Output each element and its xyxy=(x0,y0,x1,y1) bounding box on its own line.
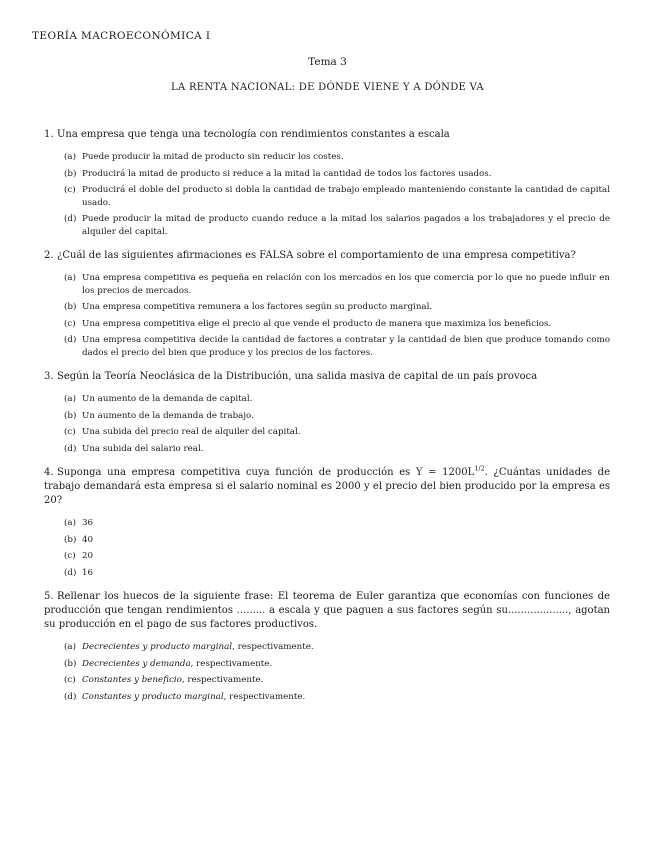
question-stem xyxy=(44,466,610,508)
question-text: ¿Cuál de las siguientes afirmaciones es FALSA sobre el comportamiento de una empresa competitiva? xyxy=(57,250,576,261)
option-b xyxy=(64,658,610,671)
option-emphasis: Constantes y beneficio xyxy=(82,675,182,685)
question-3 xyxy=(44,370,610,455)
course-title: TEORÍA MACROECONÓMICA I xyxy=(32,30,211,42)
option-text: Un aumento de la demanda de trabajo. xyxy=(82,410,254,421)
option-text: 36 xyxy=(82,518,94,528)
question-list xyxy=(44,128,610,714)
option-c xyxy=(64,550,610,563)
tema-heading: Tema 3 xyxy=(308,56,347,68)
option-label: (a) xyxy=(64,273,76,283)
option-label: (a) xyxy=(64,518,76,528)
question-text-before: Suponga una empresa competitiva cuya función de producción es Y = 1200L xyxy=(57,467,475,478)
option-text: Puede producir la mitad de producto sin reducir los costes. xyxy=(82,152,344,162)
exponent: 1/2 xyxy=(474,464,485,473)
option-text: Puede producir la mitad de producto cuando reduce a la mitad los salarios pagados a los trabajadores y el precio de alquiler del capital. xyxy=(82,214,610,237)
option-label: (c) xyxy=(64,551,76,561)
option-a xyxy=(64,393,610,406)
option-text: Un aumento de la demanda de capital. xyxy=(82,394,253,404)
option-a xyxy=(64,517,610,530)
option-emphasis: Constantes y producto marginal xyxy=(82,691,224,702)
option-label: (d) xyxy=(64,335,77,345)
question-stem xyxy=(44,590,610,632)
option-d xyxy=(64,443,610,456)
question-text: Rellenar los huecos de la siguiente frase: El teorema de Euler garantiza que economías con funciones de producción que tengan rendimientos ......... a escala y que paguen a sus factores según su..................., agotan su producción en el pago de sus factores productivos. xyxy=(44,591,610,630)
option-list xyxy=(44,517,610,579)
option-label: (b) xyxy=(64,302,77,312)
question-stem xyxy=(44,370,610,384)
question-5 xyxy=(44,590,610,703)
option-c xyxy=(64,426,610,439)
option-text: Una subida del salario real. xyxy=(82,443,204,454)
option-label: (b) xyxy=(64,410,77,421)
question-text: Según la Teoría Neoclásica de la Distribución, una salida masiva de capital de un país provoca xyxy=(57,371,538,382)
option-label: (d) xyxy=(64,567,77,578)
option-text: Una empresa competitiva es pequeña en relación con los mercados en los que comercia por lo que no puede influir en los precios de mercados. xyxy=(82,273,610,296)
option-text: , respectivamente. xyxy=(181,675,264,685)
question-stem xyxy=(44,249,610,263)
option-c xyxy=(64,318,610,331)
option-text: Producirá la mitad de producto si reduce a la mitad la cantidad de todos los factores usados. xyxy=(82,168,492,179)
option-c xyxy=(64,184,610,209)
option-label: (a) xyxy=(64,152,76,162)
option-b xyxy=(64,168,610,181)
option-d xyxy=(64,567,610,580)
option-text: 16 xyxy=(82,567,94,578)
option-label: (b) xyxy=(64,168,77,179)
option-label: (c) xyxy=(64,185,76,195)
question-1 xyxy=(44,128,610,238)
option-text: 20 xyxy=(82,551,94,561)
option-text: Una empresa competitiva remunera a los factores según su producto marginal. xyxy=(82,302,433,312)
option-label: (d) xyxy=(64,443,77,454)
option-b xyxy=(64,410,610,423)
option-text: Una empresa competitiva decide la cantidad de factores a contratar y la cantidad de bien que produce tomando como dados el precio del bien que produce y los precios de los factores. xyxy=(82,335,610,358)
question-text: Una empresa que tenga una tecnología con rendimientos constantes a escala xyxy=(57,129,450,140)
option-label: (a) xyxy=(64,642,76,652)
question-number: 2. xyxy=(44,250,54,261)
option-label: (c) xyxy=(64,318,76,329)
option-b xyxy=(64,301,610,314)
option-list xyxy=(44,641,610,703)
topic-subtitle: LA RENTA NACIONAL: DE DÓNDE VIENE Y A DÓNDE VA xyxy=(171,82,484,93)
option-text: Producirá el doble del producto si dobla la cantidad de trabajo empleado manteniendo constante la cantidad de capital usado. xyxy=(82,185,610,208)
option-label: (b) xyxy=(64,534,77,545)
option-c xyxy=(64,674,610,687)
option-d xyxy=(64,213,610,238)
question-number: 1. xyxy=(44,129,54,140)
option-label: (c) xyxy=(64,675,76,685)
question-stem xyxy=(44,128,610,142)
option-label: (a) xyxy=(64,394,76,404)
option-label: (b) xyxy=(64,658,77,669)
option-emphasis: Decrecientes y producto marginal xyxy=(82,642,233,652)
option-a xyxy=(64,641,610,654)
option-b xyxy=(64,534,610,547)
question-number: 5. xyxy=(44,591,54,602)
option-a xyxy=(64,272,610,297)
question-number: 3. xyxy=(44,371,54,382)
option-label: (d) xyxy=(64,691,77,702)
option-label: (d) xyxy=(64,214,77,224)
option-d xyxy=(64,691,610,704)
option-emphasis: Decrecientes y demanda xyxy=(82,658,191,669)
option-list xyxy=(44,272,610,359)
option-text: 40 xyxy=(82,534,94,545)
option-list xyxy=(44,151,610,238)
question-text-after: . ¿Cuántas unidades de trabajo demandará esta empresa si el salario nominal es 2000 y el precio del bien producido por la empresa es 20? xyxy=(44,467,610,506)
option-text: Una subida del precio real de alquiler del capital. xyxy=(82,427,301,437)
option-text: , respectivamente. xyxy=(223,691,306,702)
option-d xyxy=(64,334,610,359)
question-number: 4. xyxy=(44,467,54,478)
option-text: Una empresa competitiva elige el precio al que vende el producto de manera que maximiza los beneficios. xyxy=(82,318,552,329)
option-text: , respectivamente. xyxy=(190,658,273,669)
option-label: (c) xyxy=(64,427,76,437)
option-list xyxy=(44,393,610,455)
option-a xyxy=(64,151,610,164)
option-text: , respectivamente. xyxy=(232,642,314,652)
question-2 xyxy=(44,249,610,359)
question-4 xyxy=(44,466,610,579)
